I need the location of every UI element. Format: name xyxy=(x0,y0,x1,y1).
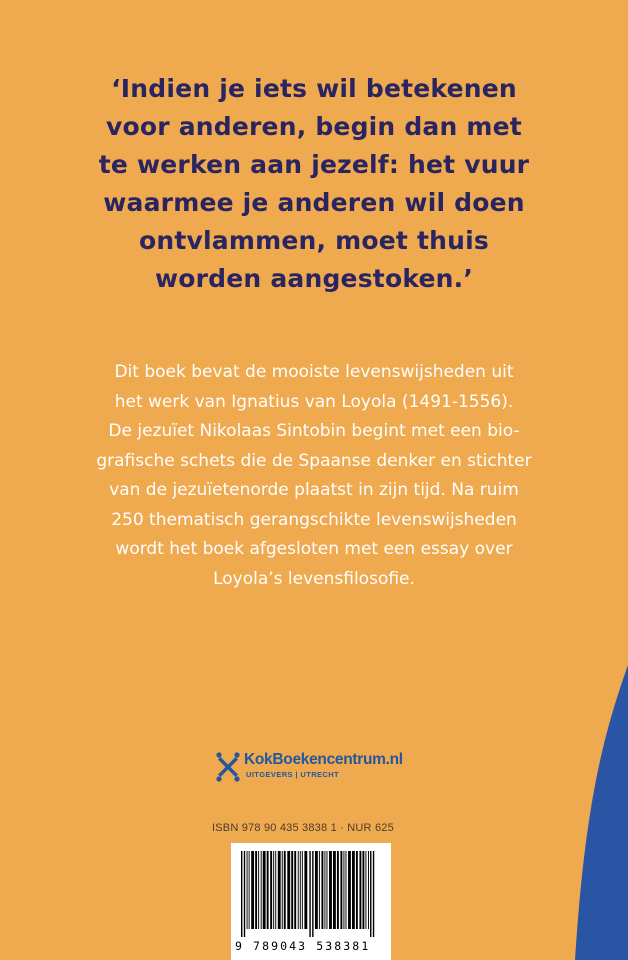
description-line: De jezuïet Nikolaas Sintobin begint met een bio- xyxy=(108,421,520,441)
barcode-bar xyxy=(278,851,281,929)
barcode-bar xyxy=(294,851,296,929)
barcode xyxy=(231,843,391,960)
ean-13-barcode xyxy=(235,851,387,937)
barcode-bar xyxy=(275,851,276,929)
barcode-bar xyxy=(340,851,342,929)
barcode-bar xyxy=(273,851,274,929)
description-line: wordt het boek afgesloten met een essay over xyxy=(115,539,513,559)
barcode-bar xyxy=(298,851,299,929)
barcode-bar xyxy=(244,851,245,937)
barcode-bar xyxy=(241,851,242,937)
barcode-bar xyxy=(365,851,366,929)
barcode-bar xyxy=(352,851,355,929)
barcode-bar xyxy=(373,851,374,937)
quote-line: ontvlammen, moet thuis xyxy=(139,226,489,255)
quote-line: te werken aan jezelf: het vuur xyxy=(98,150,530,179)
barcode-bar xyxy=(251,851,254,929)
kok-boekencentrum-logo-icon xyxy=(213,751,243,783)
description-line: van de jezuïetenorde plaatst in zijn tijd. Na ruim xyxy=(109,480,519,500)
barcode-bar xyxy=(312,851,313,937)
barcode-bar xyxy=(315,851,318,929)
barcode-bar xyxy=(287,851,290,929)
barcode-bar xyxy=(284,851,286,929)
barcode-bar xyxy=(348,851,351,929)
barcode-bar xyxy=(309,851,310,937)
barcode-bar xyxy=(270,851,272,929)
description-line: 250 thematisch gerangschikte levenswijsheden xyxy=(111,509,517,530)
quote-line: voor anderen, begin dan met xyxy=(106,112,522,141)
barcode-digits: 9 789043 538381 xyxy=(235,939,371,953)
quote-line: ‘Indien je iets wil betekenen xyxy=(111,74,517,103)
quote xyxy=(50,70,578,298)
barcode-bar xyxy=(267,851,269,929)
barcode-bar xyxy=(359,851,361,929)
barcode-bar xyxy=(368,851,369,929)
description-line: grafische schets die de Spaanse denker en stichter xyxy=(96,450,532,471)
publisher-logo xyxy=(213,751,423,789)
barcode-bar xyxy=(319,851,320,929)
book-description xyxy=(60,358,568,594)
barcode-bar xyxy=(300,851,301,929)
barcode-bar xyxy=(362,851,364,929)
barcode-bar xyxy=(333,851,336,929)
quote-line: worden aangestoken.’ xyxy=(154,264,474,293)
publisher-name: KokBoekencentrum.nl xyxy=(244,751,403,768)
barcode-bar xyxy=(329,851,332,929)
publisher-tagline: UITGEVERS | UTRECHT xyxy=(246,770,340,779)
barcode-bar xyxy=(261,851,262,929)
barcode-bar xyxy=(258,851,259,929)
barcode-bar xyxy=(324,851,325,929)
barcode-bar xyxy=(282,851,283,929)
quote-line: waarmee je anderen wil doen xyxy=(103,188,525,217)
barcode-bar xyxy=(356,851,358,929)
barcode-bar xyxy=(291,851,293,929)
barcode-bar xyxy=(327,851,328,929)
description-line: het werk van Ignatius van Loyola (1491-1556). xyxy=(114,391,514,412)
barcode-bar xyxy=(249,851,250,929)
description-line: Dit boek bevat de mooiste levenswijsheden uit xyxy=(114,362,514,382)
barcode-bar xyxy=(263,851,266,929)
barcode-bar xyxy=(321,851,323,929)
barcode-bar xyxy=(304,851,307,929)
isbn-nur: ISBN 978 90 435 3838 1 · NUR 625 xyxy=(212,822,394,834)
barcode-bar xyxy=(255,851,257,929)
barcode-bar xyxy=(346,851,347,929)
barcode-bar xyxy=(337,851,339,929)
barcode-bar xyxy=(370,851,371,937)
barcode-bar xyxy=(302,851,303,929)
barcode-bar xyxy=(247,851,248,929)
barcode-bar xyxy=(343,851,344,929)
description-line: Loyola’s levensfilosofie. xyxy=(213,568,415,589)
